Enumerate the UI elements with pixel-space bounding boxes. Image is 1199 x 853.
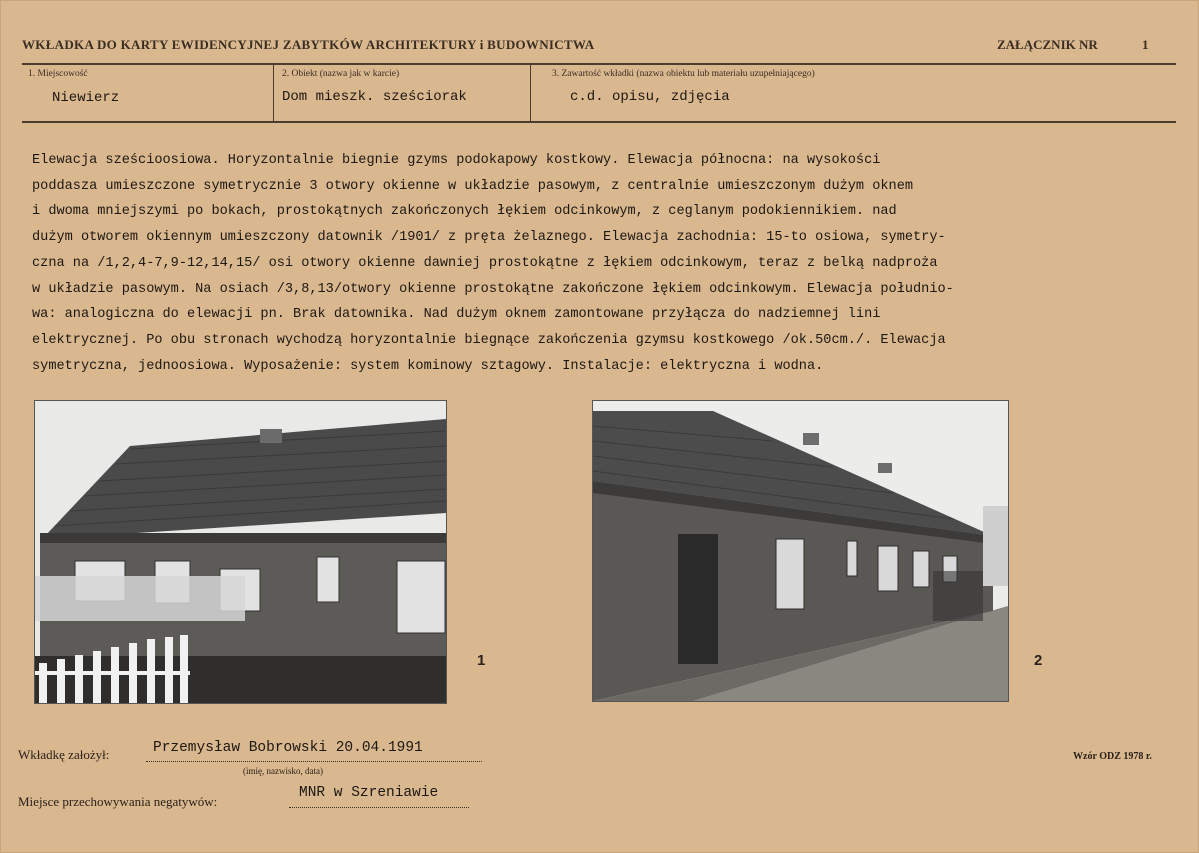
- description-line: w układzie pasowym. Na osiach /3,8,13/otwory okienne prostokątne zakończone łękiem odcinkowym. Elewacja południo-: [32, 281, 954, 297]
- author-caption: (imię, nazwisko, data): [243, 766, 323, 776]
- photo-1: [34, 400, 447, 704]
- description-line: dużym otworem okiennym umieszczony datownik /1901/ z pręta żelaznego. Elewacja zachodnia: 15-to osiowa, symetry-: [32, 230, 946, 246]
- description-line: symetryczna, jednoosiowa. Wyposażenie: system kominowy sztagowy. Instalacje: elektryczna i wodna.: [32, 358, 824, 374]
- field-divider-1: [273, 65, 274, 121]
- author-label: Wkładkę założył:: [18, 747, 110, 762]
- photo-1-number: 1: [477, 652, 486, 669]
- description-text: [32, 148, 1192, 379]
- author-line: [146, 761, 482, 762]
- form-title: WKŁADKA DO KARTY EWIDENCYJNEJ ZABYTKÓW ARCHITEKTURY i BUDOWNICTWA: [22, 37, 595, 52]
- header-rule-bottom: [22, 121, 1176, 123]
- description-line: czna na /1,2,4-7,9-12,14,15/ osi otwory okienne dawniej prostokątne z łękiem odcinkowym, teraz z belką nadproża: [32, 255, 938, 271]
- description-line: wa: analogiczna do elewacji pn. Brak datownika. Nad dużym oknem zamontowane przyłącza do nadziemnej lini: [32, 307, 881, 323]
- object-label: 2. Obiekt (nazwa jak w karcie): [282, 69, 400, 79]
- description-line: poddasza umieszczone symetrycznie 3 otwory okienne w układzie pasowym, z centralnie umieszczonym dużym oknem: [32, 178, 914, 194]
- field-divider-2: [530, 65, 531, 121]
- object-value: Dom mieszk. sześciorak: [282, 89, 467, 105]
- negatives-label: Miejsce przechowywania negatywów:: [18, 794, 218, 809]
- place-value: Niewierz: [52, 90, 120, 106]
- description-line: elektrycznej. Po obu stronach wychodzą horyzontalnie biegnące zakończenia gzymsu kostkowego /ok.50cm./. Elewacja: [32, 332, 946, 348]
- photo-2-number: 2: [1034, 652, 1043, 669]
- house-photo-1: [35, 401, 446, 703]
- header-rule-top: [22, 63, 1176, 65]
- author-value: Przemysław Bobrowski 20.04.1991: [153, 740, 423, 756]
- place-label: 1. Miejscowość: [28, 69, 88, 79]
- photo-2: [592, 400, 1009, 702]
- description-line: Elewacja sześcioosiowa. Horyzontalnie biegnie gzyms podokapowy kostkowy. Elewacja północna: na wysokości: [32, 153, 881, 168]
- form-code: Wzór ODZ 1978 r.: [1073, 751, 1152, 762]
- attachment-number: 1: [1142, 37, 1149, 52]
- description-line: i dwoma mniejszymi po bokach, prostokątnych zakończonych łękiem odcinkowym, z ceglanym podokiennikiem. nad: [32, 204, 897, 220]
- negatives-line: [289, 807, 469, 808]
- content-value: c.d. opisu, zdjęcia: [570, 89, 730, 105]
- house-photo-2: [593, 401, 1008, 701]
- attachment-label: ZAŁĄCZNIK NR: [997, 37, 1098, 52]
- negatives-value: MNR w Szreniawie: [299, 785, 439, 801]
- content-label: 3. Zawartość wkładki (nazwa obiektu lub materiału uzupełniającego): [552, 69, 815, 79]
